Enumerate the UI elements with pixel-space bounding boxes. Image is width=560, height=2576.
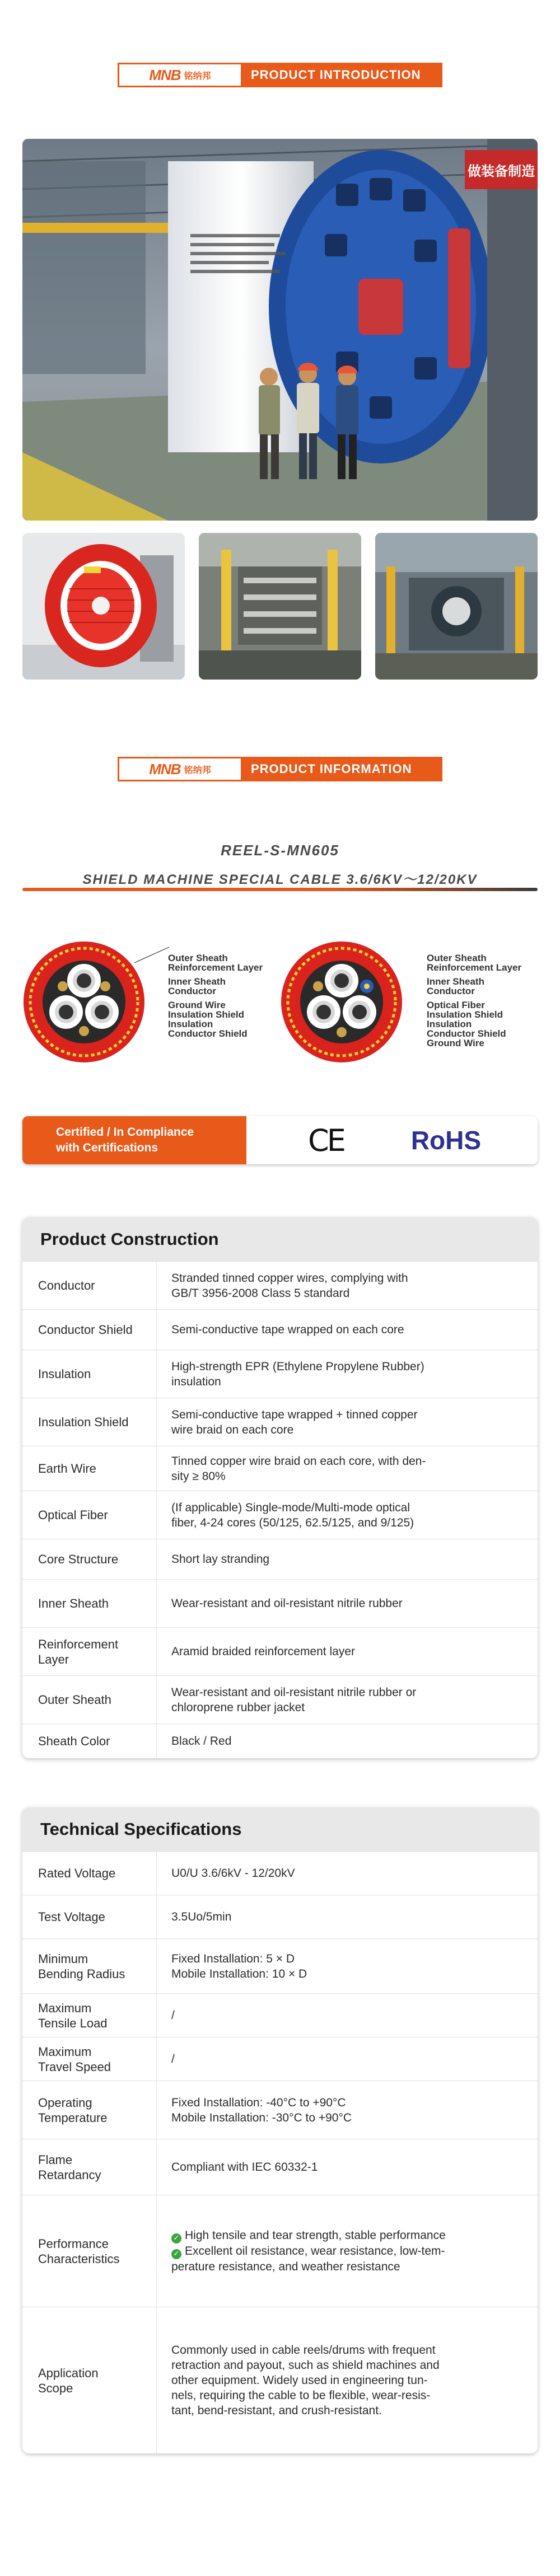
spec-row-value xyxy=(157,1895,538,1938)
construction-row xyxy=(22,1261,538,1309)
certification-banner xyxy=(22,1116,538,1164)
construction-value-line: Black / Red xyxy=(171,1735,232,1748)
construction-row-key xyxy=(22,1262,157,1309)
construction-row xyxy=(22,1398,538,1446)
spec-row-value xyxy=(157,1994,538,2037)
spec-row-key xyxy=(22,1895,157,1938)
spec-row-key xyxy=(22,1939,157,1993)
construction-key-line: Outer Sheath xyxy=(38,1693,111,1707)
hero-photo xyxy=(22,139,538,521)
brand-logo-2 xyxy=(118,757,241,781)
spec-key-line: Bending Radius xyxy=(38,1966,125,1981)
spec-value-line: / xyxy=(171,2053,175,2066)
spec-row-key xyxy=(22,2307,157,2453)
construction-row-key xyxy=(22,1539,157,1579)
construction-value-line: Aramid braided reinforcement layer xyxy=(171,1645,355,1658)
construction-row-key xyxy=(22,1628,157,1675)
construction-key-line: Earth Wire xyxy=(38,1462,96,1476)
construction-row xyxy=(22,1309,538,1350)
spec-row xyxy=(22,1851,538,1895)
spec-row-key xyxy=(22,1852,157,1895)
spec-value-line: other equipment. Widely used in engineering tun- xyxy=(171,2374,428,2387)
construction-value-line: chloroprene rubber jacket xyxy=(171,1701,305,1714)
spec-value-line: Commonly used in cable reels/drums with frequent xyxy=(171,2344,436,2357)
spec-key-line: Application xyxy=(38,2366,99,2380)
spec-row xyxy=(22,2139,538,2195)
construction-key-line: Optical Fiber xyxy=(38,1508,108,1522)
spec-value-line: Mobile Installation: -30°C to +90°C xyxy=(171,2111,352,2124)
construction-value-line: sity ≥ 80% xyxy=(171,1469,226,1483)
spec-row-value xyxy=(157,2195,538,2307)
spec-row-key xyxy=(22,1994,157,2037)
ce-mark-icon: CE xyxy=(308,1122,344,1158)
construction-table-title: Product Construction xyxy=(22,1217,538,1261)
section-header-info xyxy=(118,757,442,781)
spec-key-line: Minimum xyxy=(38,1951,88,1966)
subtitle-rule xyxy=(22,888,538,891)
spec-row xyxy=(22,2307,538,2453)
spec-row xyxy=(22,1895,538,1938)
spec-key-line: Rated Voltage xyxy=(38,1866,116,1880)
cable-labels-left xyxy=(168,953,263,1038)
cable-cross-section-right xyxy=(280,940,431,1064)
construction-key-line: Reinforcement xyxy=(38,1637,119,1651)
product-subtitle: SHIELD MACHINE SPECIAL CABLE 3.6/6KV～12/20KV xyxy=(82,872,478,887)
construction-value-line: GB/T 3956-2008 Class 5 standard xyxy=(171,1286,350,1300)
construction-value-line: (If applicable) Single-mode/Multi-mode optical xyxy=(171,1501,410,1514)
construction-row-value xyxy=(157,1262,538,1309)
construction-key-line: Conductor xyxy=(38,1278,95,1292)
construction-key-line: Insulation xyxy=(38,1367,91,1381)
label-inner-sheath: Inner Sheath xyxy=(168,976,226,987)
spec-key-line: Scope xyxy=(38,2381,73,2395)
spec-row xyxy=(22,1938,538,1993)
label-insulation-shield: Insulation Shield xyxy=(168,1009,245,1020)
spec-row xyxy=(22,1993,538,2037)
spec-key-line: Maximum xyxy=(38,2044,92,2059)
spec-row-key xyxy=(22,2195,157,2307)
spec-key-line: Travel Speed xyxy=(38,2059,111,2074)
spec-row-value xyxy=(157,2307,538,2453)
construction-row xyxy=(22,1539,538,1579)
technical-specifications-table xyxy=(22,1807,538,2453)
construction-row-value xyxy=(157,1628,538,1675)
construction-value-line: Wear-resistant and oil-resistant nitrile rubber xyxy=(171,1597,403,1610)
construction-row xyxy=(22,1491,538,1539)
label-conductor: Conductor xyxy=(427,986,475,996)
label-reinforcement-layer: Reinforcement Layer xyxy=(427,962,522,973)
logo-mark: MNB xyxy=(149,760,181,778)
construction-key-line: Insulation Shield xyxy=(38,1415,129,1429)
logo-cn: 铭纳邦 xyxy=(184,764,211,775)
spec-value-line: Excellent oil resistance, wear resistance, low-tem- xyxy=(185,2245,445,2257)
label-ground-wire: Ground Wire xyxy=(427,1038,484,1048)
spec-row-value xyxy=(157,2139,538,2195)
brand-logo xyxy=(118,63,241,87)
construction-key-line: Layer xyxy=(38,1652,69,1666)
spec-value-line: U0/U 3.6/6kV - 12/20kV xyxy=(171,1867,295,1880)
construction-key-line: Conductor Shield xyxy=(38,1323,133,1337)
construction-value-line: Tinned copper wire braid on each core, with den- xyxy=(171,1454,426,1468)
label-conductor: Conductor xyxy=(168,986,216,996)
construction-row-value xyxy=(157,1310,538,1350)
label-outer-sheath: Outer Sheath xyxy=(427,953,487,963)
construction-row-key xyxy=(22,1446,157,1491)
spec-key-line: Characteristics xyxy=(38,2251,120,2266)
product-model: REEL-S-MN605 xyxy=(221,842,339,859)
spec-value-line: Fixed Installation: 5 × D xyxy=(171,1952,295,1965)
rohs-mark-icon: RoHS xyxy=(410,1126,482,1155)
spec-row-value xyxy=(157,2081,538,2139)
product-construction-table xyxy=(22,1217,538,1758)
spec-key-line: Retardancy xyxy=(38,2167,101,2182)
construction-row-value xyxy=(157,1676,538,1723)
section-title-intro: PRODUCT INTRODUCTION xyxy=(241,63,442,87)
construction-value-line: insulation xyxy=(171,1375,221,1388)
label-insulation: Insulation xyxy=(168,1019,213,1029)
spec-value-line: nels, requiring the cable to be flexible, wear-resis- xyxy=(171,2389,431,2402)
spec-value-line: 3.5Uo/5min xyxy=(171,1910,232,1923)
label-insulation: Insulation xyxy=(427,1019,472,1029)
photo-machine-gantry xyxy=(375,533,538,680)
construction-row-value xyxy=(157,1350,538,1398)
logo-mark: MNB xyxy=(149,66,181,83)
cert-line-2: with Certifications xyxy=(56,1141,158,1154)
construction-row-key xyxy=(22,1580,157,1627)
spec-row-value xyxy=(157,2038,538,2081)
construction-row-key xyxy=(22,1676,157,1723)
photo-tunnel-interior xyxy=(199,533,361,680)
construction-key-line: Inner Sheath xyxy=(38,1596,109,1610)
spec-key-line: Tensile Load xyxy=(38,2016,108,2030)
construction-value-line: Short lay stranding xyxy=(171,1553,270,1566)
cable-labels-right xyxy=(427,953,521,1048)
construction-row-key xyxy=(22,1724,157,1758)
specs-table-title: Technical Specifications xyxy=(22,1807,538,1851)
construction-row-value xyxy=(157,1724,538,1758)
label-insulation-shield: Insulation Shield xyxy=(427,1009,503,1020)
spec-row-key xyxy=(22,2139,157,2195)
spec-key-line: Maximum xyxy=(38,2001,92,2015)
spec-row-key xyxy=(22,2038,157,2081)
photo-cable-reel xyxy=(22,533,185,680)
construction-row xyxy=(22,1579,538,1627)
spec-key-line: Test Voltage xyxy=(38,1910,105,1924)
spec-row xyxy=(22,2081,538,2139)
section-header-intro xyxy=(118,63,442,87)
construction-row xyxy=(22,1675,538,1723)
construction-row-key xyxy=(22,1350,157,1398)
construction-value-line: Stranded tinned copper wires, complying with xyxy=(171,1271,408,1285)
spec-value-line: retraction and payout, such as shield machines and xyxy=(171,2359,440,2372)
label-outer-sheath: Outer Sheath xyxy=(168,953,228,963)
spec-row-value xyxy=(157,1852,538,1895)
spec-key-line: Flame xyxy=(38,2152,73,2167)
certification-label xyxy=(22,1116,246,1164)
construction-row xyxy=(22,1350,538,1398)
construction-row-value xyxy=(157,1539,538,1579)
spec-value-line: High tensile and tear strength, stable performance xyxy=(185,2229,446,2242)
construction-value-line: Semi-conductive tape wrapped on each core xyxy=(171,1323,404,1336)
label-ground-wire: Ground Wire xyxy=(168,1000,226,1010)
construction-value-line: High-strength EPR (Ethylene Propylene Rubber) xyxy=(171,1360,424,1373)
label-conductor-shield: Conductor Shield xyxy=(427,1028,506,1039)
spec-value-line: Compliant with IEC 60332-1 xyxy=(171,2161,318,2174)
spec-row-key xyxy=(22,2081,157,2139)
construction-value-line: Semi-conductive tape wrapped + tinned copper xyxy=(171,1408,418,1421)
cable-cross-section-left xyxy=(22,940,174,1064)
spec-value-line: Mobile Installation: 10 × D xyxy=(171,1967,307,1980)
construction-value-line: fiber, 4-24 cores (50/125, 62.5/125, and 9/125) xyxy=(171,1516,414,1529)
label-reinforcement-layer: Reinforcement Layer xyxy=(168,962,263,973)
logo-cn: 铭纳邦 xyxy=(184,70,211,81)
construction-value-line: Wear-resistant and oil-resistant nitrile rubber or xyxy=(171,1685,417,1699)
construction-row-value xyxy=(157,1580,538,1627)
construction-row xyxy=(22,1446,538,1491)
spec-row-value xyxy=(157,1939,538,1993)
spec-value-line: / xyxy=(171,2009,175,2022)
construction-key-line: Sheath Color xyxy=(38,1734,110,1748)
construction-row xyxy=(22,1627,538,1675)
spec-key-line: Temperature xyxy=(38,2110,108,2125)
banner-cn-text: 做装备制造 xyxy=(468,163,535,179)
construction-row-value xyxy=(157,1491,538,1539)
construction-row-key xyxy=(22,1398,157,1446)
label-conductor-shield: Conductor Shield xyxy=(168,1028,248,1039)
certification-marks xyxy=(246,1116,538,1164)
construction-row xyxy=(22,1723,538,1758)
construction-row-value xyxy=(157,1398,538,1446)
label-inner-sheath: Inner Sheath xyxy=(427,976,484,987)
spec-key-line: Performance xyxy=(38,2236,109,2251)
construction-row-value xyxy=(157,1446,538,1491)
check-icon: ✓ xyxy=(171,2249,181,2259)
cert-line-1: Certified / In Compliance xyxy=(56,1126,194,1139)
label-optical-fiber: Optical Fiber xyxy=(427,1000,485,1010)
construction-row-key xyxy=(22,1310,157,1350)
spec-row xyxy=(22,2037,538,2081)
spec-value-line: tant, bend-resistant, and crush-resistant. xyxy=(171,2404,382,2417)
spec-key-line: Operating xyxy=(38,2095,92,2110)
spec-row xyxy=(22,2195,538,2307)
section-title-info: PRODUCT INFORMATION xyxy=(241,757,442,781)
construction-value-line: wire braid on each core xyxy=(171,1423,294,1436)
spec-value-line: perature resistance, and weather resistance xyxy=(171,2260,400,2273)
construction-row-key xyxy=(22,1491,157,1539)
check-icon: ✓ xyxy=(171,2233,181,2244)
spec-value-line: Fixed Installation: -40°C to +90°C xyxy=(171,2096,346,2109)
construction-key-line: Core Structure xyxy=(38,1552,119,1566)
